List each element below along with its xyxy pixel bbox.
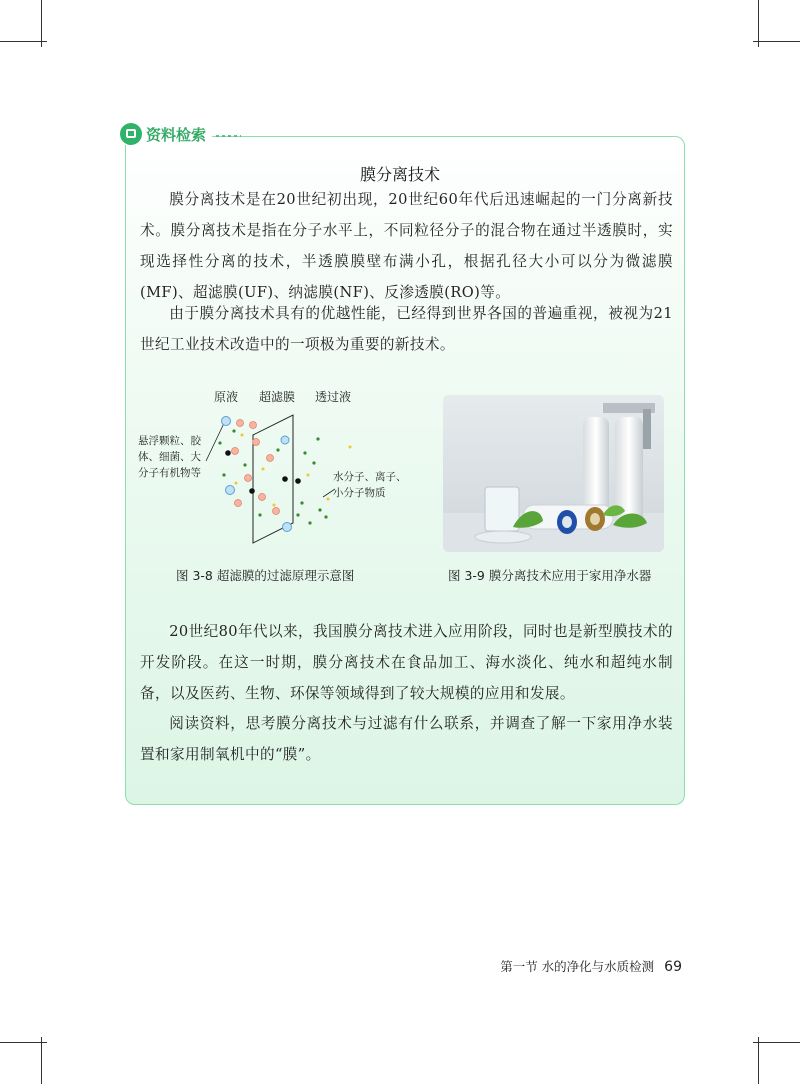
membrane-svg	[190, 405, 370, 555]
callout-title: 膜分离技术	[359, 165, 440, 184]
annotation-right: 水分子、离子、 小分子物质	[333, 471, 407, 499]
page-footer	[500, 957, 682, 975]
paragraph-2: 由于膜分离技术具有的优越性能，已经得到世界各国的普遍重视，被视为21世纪工业技术改造中的一项极为重要的新技术。	[140, 305, 673, 353]
footer-section: 第一节 水的净化与水质检测	[500, 959, 655, 974]
paragraph-1: 膜分离技术是在20世纪初出现，20世纪60年代后迅速崛起的一门分离新技术。膜分离技术是指在分子水平上，不同粒径分子的混合物在通过半透膜时，实现选择性分离的技术，半透膜膜壁布满小孔，根据孔径大小可以分为微滤膜(MF)、超滤膜(UF)、纳滤膜(NF)、反渗透膜(RO)等。	[140, 191, 673, 301]
callout-tag	[120, 123, 212, 145]
paragraph-4: 阅读资料，思考膜分离技术与过滤有什么联系，并调查了解一下家用净水装置和家用制氧机中的“膜”。	[140, 715, 673, 763]
water-purifier-photo	[443, 395, 664, 552]
annotation-left: 悬浮颗粒、胶 体、细菌、大 分子有机物等	[138, 435, 201, 479]
paragraph-3: 20世纪80年代以来，我国膜分离技术进入应用阶段，同时也是新型膜技术的开发阶段。在这一时期，膜分离技术在食品加工、海水淡化、纯水和超纯水制备，以及医药、生物、环保等领域得到了较大规模的应用和发展。	[140, 623, 673, 702]
figure-3-8-caption: 图 3-8 超滤膜的过滤原理示意图	[176, 568, 355, 583]
book-icon	[120, 123, 142, 145]
figure-3-9-caption: 图 3-9 膜分离技术应用于家用净水器	[448, 568, 652, 583]
label-permeate: 透过液	[315, 390, 352, 404]
page-number: 69	[664, 959, 682, 975]
callout-label: 资料检索	[146, 125, 207, 144]
tag-line	[216, 134, 241, 138]
label-membrane: 超滤膜	[259, 390, 296, 404]
label-raw-liquid: 原液	[214, 390, 239, 404]
